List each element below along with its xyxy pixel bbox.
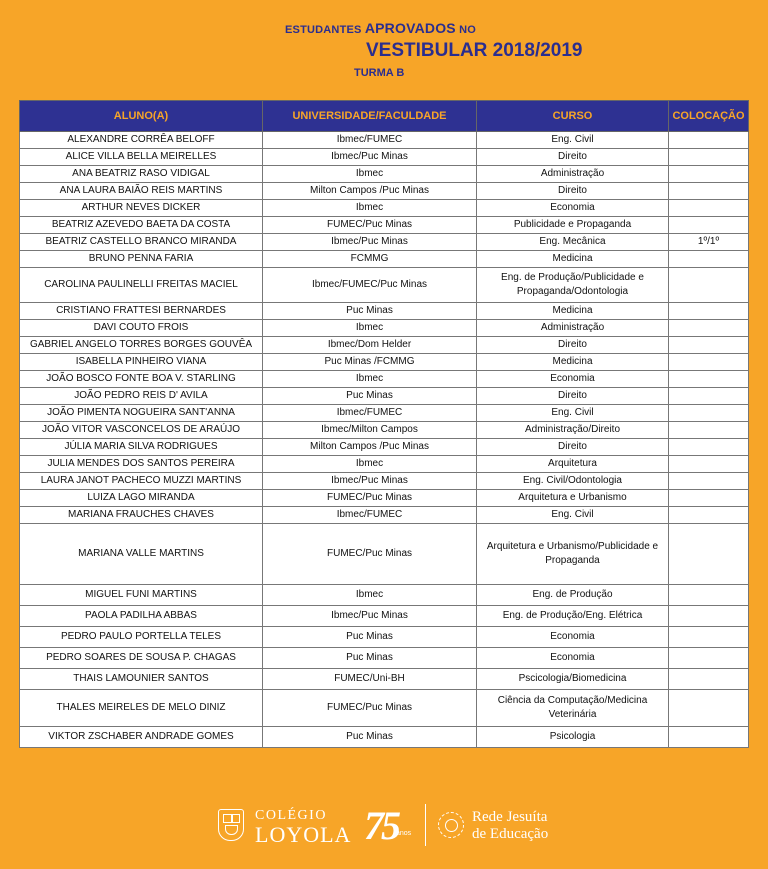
- cell-course: Direito: [477, 149, 669, 166]
- cell-student: JÚLIA MARIA SILVA RODRIGUES: [20, 439, 263, 456]
- cell-course: Direito: [477, 183, 669, 200]
- cell-placement: [669, 606, 749, 627]
- cell-course: Pscicologia/Biomedicina: [477, 669, 669, 690]
- table-header-row: [20, 101, 749, 132]
- cell-student: MARIANA FRAUCHES CHAVES: [20, 507, 263, 524]
- table-row: [20, 669, 749, 690]
- table-row: [20, 405, 749, 422]
- cell-course: Arquitetura: [477, 456, 669, 473]
- cell-university: Ibmec: [263, 166, 477, 183]
- table-row: [20, 132, 749, 149]
- cell-placement: [669, 507, 749, 524]
- cell-placement: [669, 303, 749, 320]
- jesuit-sun-icon: [438, 812, 464, 838]
- cell-university: FUMEC/Puc Minas: [263, 490, 477, 507]
- cell-university: FUMEC/Puc Minas: [263, 524, 477, 585]
- cell-university: Milton Campos /Puc Minas: [263, 183, 477, 200]
- cell-course: Direito: [477, 388, 669, 405]
- cell-student: CAROLINA PAULINELLI FREITAS MACIEL: [20, 268, 263, 303]
- cell-university: Ibmec/Puc Minas: [263, 149, 477, 166]
- table-row: [20, 690, 749, 727]
- cell-university: FUMEC/Uni-BH: [263, 669, 477, 690]
- table-row: [20, 337, 749, 354]
- table-row: [20, 200, 749, 217]
- col-header-student: ALUNO(A): [20, 101, 263, 132]
- cell-course: Eng. de Produção/Eng. Elétrica: [477, 606, 669, 627]
- table-row: [20, 354, 749, 371]
- cell-placement: [669, 473, 749, 490]
- cell-course: Direito: [477, 337, 669, 354]
- cell-placement: [669, 166, 749, 183]
- cell-course: Arquitetura e Urbanismo: [477, 490, 669, 507]
- header-title: VESTIBULAR 2018/2019: [366, 40, 583, 61]
- cell-placement: [669, 669, 749, 690]
- cell-placement: [669, 200, 749, 217]
- header-line-1-post: NO: [455, 24, 476, 36]
- cell-placement: [669, 524, 749, 585]
- cell-student: ANA LAURA BAIÃO REIS MARTINS: [20, 183, 263, 200]
- table-row: [20, 183, 749, 200]
- table-row: [20, 524, 749, 585]
- cell-university: Puc Minas /FCMMG: [263, 354, 477, 371]
- cell-student: JULIA MENDES DOS SANTOS PEREIRA: [20, 456, 263, 473]
- cell-university: Ibmec/Puc Minas: [263, 473, 477, 490]
- cell-placement: [669, 490, 749, 507]
- cell-course: Economia: [477, 627, 669, 648]
- table-row: [20, 456, 749, 473]
- cell-university: Ibmec: [263, 200, 477, 217]
- cell-course: Medicina: [477, 251, 669, 268]
- cell-placement: [669, 337, 749, 354]
- cell-placement: [669, 217, 749, 234]
- cell-course: Administração: [477, 320, 669, 337]
- cell-student: MIGUEL FUNI MARTINS: [20, 585, 263, 606]
- table-row: [20, 371, 749, 388]
- loyola-label: LOYOLA: [255, 822, 352, 847]
- header-line-1-pre: ESTUDANTES: [285, 24, 365, 36]
- cell-university: FUMEC/Puc Minas: [263, 690, 477, 727]
- table-row: [20, 627, 749, 648]
- cell-course: Eng. Civil/Odontologia: [477, 473, 669, 490]
- cell-university: Ibmec: [263, 371, 477, 388]
- cell-placement: [669, 268, 749, 303]
- cell-course: Economia: [477, 648, 669, 669]
- cell-placement: [669, 405, 749, 422]
- cell-placement: [669, 439, 749, 456]
- cell-placement: [669, 456, 749, 473]
- cell-university: FCMMG: [263, 251, 477, 268]
- table-row: [20, 490, 749, 507]
- colegio-label: COLÉGIO: [255, 808, 327, 823]
- cell-university: Puc Minas: [263, 648, 477, 669]
- cell-university: Puc Minas: [263, 303, 477, 320]
- col-header-university: UNIVERSIDADE/FACULDADE: [263, 101, 477, 132]
- cell-university: Ibmec/Milton Campos: [263, 422, 477, 439]
- cell-student: THAIS LAMOUNIER SANTOS: [20, 669, 263, 690]
- cell-student: PAOLA PADILHA ABBAS: [20, 606, 263, 627]
- cell-course: Psicologia: [477, 727, 669, 748]
- cell-course: Arquitetura e Urbanismo/Publicidade e Propaganda: [477, 524, 669, 585]
- cell-placement: [669, 354, 749, 371]
- cell-student: ARTHUR NEVES DICKER: [20, 200, 263, 217]
- cell-university: Puc Minas: [263, 388, 477, 405]
- cell-student: THALES MEIRELES DE MELO DINIZ: [20, 690, 263, 727]
- rede-jesuita-line-2: de Educação: [472, 826, 549, 842]
- cell-student: GABRIEL ANGELO TORRES BORGES GOUVÊA: [20, 337, 263, 354]
- cell-course: Direito: [477, 439, 669, 456]
- cell-course: Eng. de Produção: [477, 585, 669, 606]
- cell-student: DAVI COUTO FROIS: [20, 320, 263, 337]
- cell-course: Medicina: [477, 303, 669, 320]
- cell-student: ANA BEATRIZ RASO VIDIGAL: [20, 166, 263, 183]
- cell-student: BEATRIZ AZEVEDO BAETA DA COSTA: [20, 217, 263, 234]
- cell-student: JOÃO PEDRO REIS D' AVILA: [20, 388, 263, 405]
- table-row: [20, 439, 749, 456]
- cell-student: JOÃO PIMENTA NOGUEIRA SANT'ANNA: [20, 405, 263, 422]
- cell-university: Ibmec: [263, 320, 477, 337]
- cell-student: JOÃO VITOR VASCONCELOS DE ARAÚJO: [20, 422, 263, 439]
- cell-student: ALICE VILLA BELLA MEIRELLES: [20, 149, 263, 166]
- cell-placement: [669, 251, 749, 268]
- cell-course: Eng. Civil: [477, 507, 669, 524]
- table-row: [20, 473, 749, 490]
- page-header: [0, 0, 768, 95]
- table-row: [20, 585, 749, 606]
- table-row: [20, 727, 749, 748]
- cell-university: Ibmec/FUMEC: [263, 507, 477, 524]
- cell-placement: [669, 132, 749, 149]
- cell-university: Ibmec/Puc Minas: [263, 234, 477, 251]
- cell-course: Medicina: [477, 354, 669, 371]
- cell-university: Ibmec/FUMEC: [263, 405, 477, 422]
- table-row: [20, 606, 749, 627]
- cell-placement: [669, 690, 749, 727]
- table-row: [20, 388, 749, 405]
- anniversary-number: 75: [364, 803, 398, 848]
- cell-placement: 1º/1º: [669, 234, 749, 251]
- table-row: [20, 268, 749, 303]
- cell-course: Publicidade e Propaganda: [477, 217, 669, 234]
- col-header-course: CURSO: [477, 101, 669, 132]
- cell-university: FUMEC/Puc Minas: [263, 217, 477, 234]
- cell-student: BEATRIZ CASTELLO BRANCO MIRANDA: [20, 234, 263, 251]
- cell-university: Ibmec/Dom Helder: [263, 337, 477, 354]
- cell-course: Economia: [477, 200, 669, 217]
- cell-placement: [669, 727, 749, 748]
- cell-placement: [669, 422, 749, 439]
- table-row: [20, 149, 749, 166]
- cell-course: Eng. Mecânica: [477, 234, 669, 251]
- cell-student: VIKTOR ZSCHABER ANDRADE GOMES: [20, 727, 263, 748]
- cell-course: Administração: [477, 166, 669, 183]
- cell-student: JOÃO BOSCO FONTE BOA V. STARLING: [20, 371, 263, 388]
- cell-placement: [669, 371, 749, 388]
- cell-placement: [669, 585, 749, 606]
- cell-university: Milton Campos /Puc Minas: [263, 439, 477, 456]
- cell-student: PEDRO SOARES DE SOUSA P. CHAGAS: [20, 648, 263, 669]
- cell-university: Ibmec/Puc Minas: [263, 606, 477, 627]
- anniversary-anos: anos: [396, 830, 412, 837]
- cell-course: Eng. de Produção/Publicidade e Propaganda/Odontologia: [477, 268, 669, 303]
- table-row: [20, 251, 749, 268]
- rede-jesuita-line-1: Rede Jesuíta: [472, 809, 548, 825]
- cell-student: LAURA JANOT PACHECO MUZZI MARTINS: [20, 473, 263, 490]
- cell-student: ISABELLA PINHEIRO VIANA: [20, 354, 263, 371]
- cell-university: Puc Minas: [263, 727, 477, 748]
- cell-course: Eng. Civil: [477, 405, 669, 422]
- cell-university: Ibmec: [263, 456, 477, 473]
- table-row: [20, 166, 749, 183]
- table-row: [20, 507, 749, 524]
- cell-placement: [669, 320, 749, 337]
- header-line-1-emph: APROVADOS: [364, 20, 456, 36]
- cell-student: ALEXANDRE CORRÊA BELOFF: [20, 132, 263, 149]
- cell-student: BRUNO PENNA FARIA: [20, 251, 263, 268]
- header-line-1: [285, 20, 476, 36]
- table-row: [20, 217, 749, 234]
- col-header-placement: COLOCAÇÃO: [669, 101, 749, 132]
- cell-placement: [669, 388, 749, 405]
- header-class: TURMA B: [354, 67, 405, 79]
- loyola-crest-icon: [218, 809, 244, 841]
- cell-placement: [669, 627, 749, 648]
- cell-student: CRISTIANO FRATTESI BERNARDES: [20, 303, 263, 320]
- cell-course: Administração/Direito: [477, 422, 669, 439]
- cell-university: Puc Minas: [263, 627, 477, 648]
- table-row: [20, 422, 749, 439]
- cell-course: Eng. Civil: [477, 132, 669, 149]
- cell-course: Economia: [477, 371, 669, 388]
- cell-university: Ibmec/FUMEC: [263, 132, 477, 149]
- cell-university: Ibmec/FUMEC/Puc Minas: [263, 268, 477, 303]
- approved-students-table: [19, 100, 749, 748]
- cell-placement: [669, 648, 749, 669]
- table-row: [20, 648, 749, 669]
- cell-student: MARIANA VALLE MARTINS: [20, 524, 263, 585]
- cell-course: Ciência da Computação/Medicina Veterinária: [477, 690, 669, 727]
- cell-student: LUIZA LAGO MIRANDA: [20, 490, 263, 507]
- table-row: [20, 320, 749, 337]
- cell-student: PEDRO PAULO PORTELLA TELES: [20, 627, 263, 648]
- table-row: [20, 303, 749, 320]
- footer-divider: [425, 804, 426, 846]
- cell-placement: [669, 183, 749, 200]
- cell-placement: [669, 149, 749, 166]
- table-row: [20, 234, 749, 251]
- cell-university: Ibmec: [263, 585, 477, 606]
- footer-logos: [0, 800, 768, 860]
